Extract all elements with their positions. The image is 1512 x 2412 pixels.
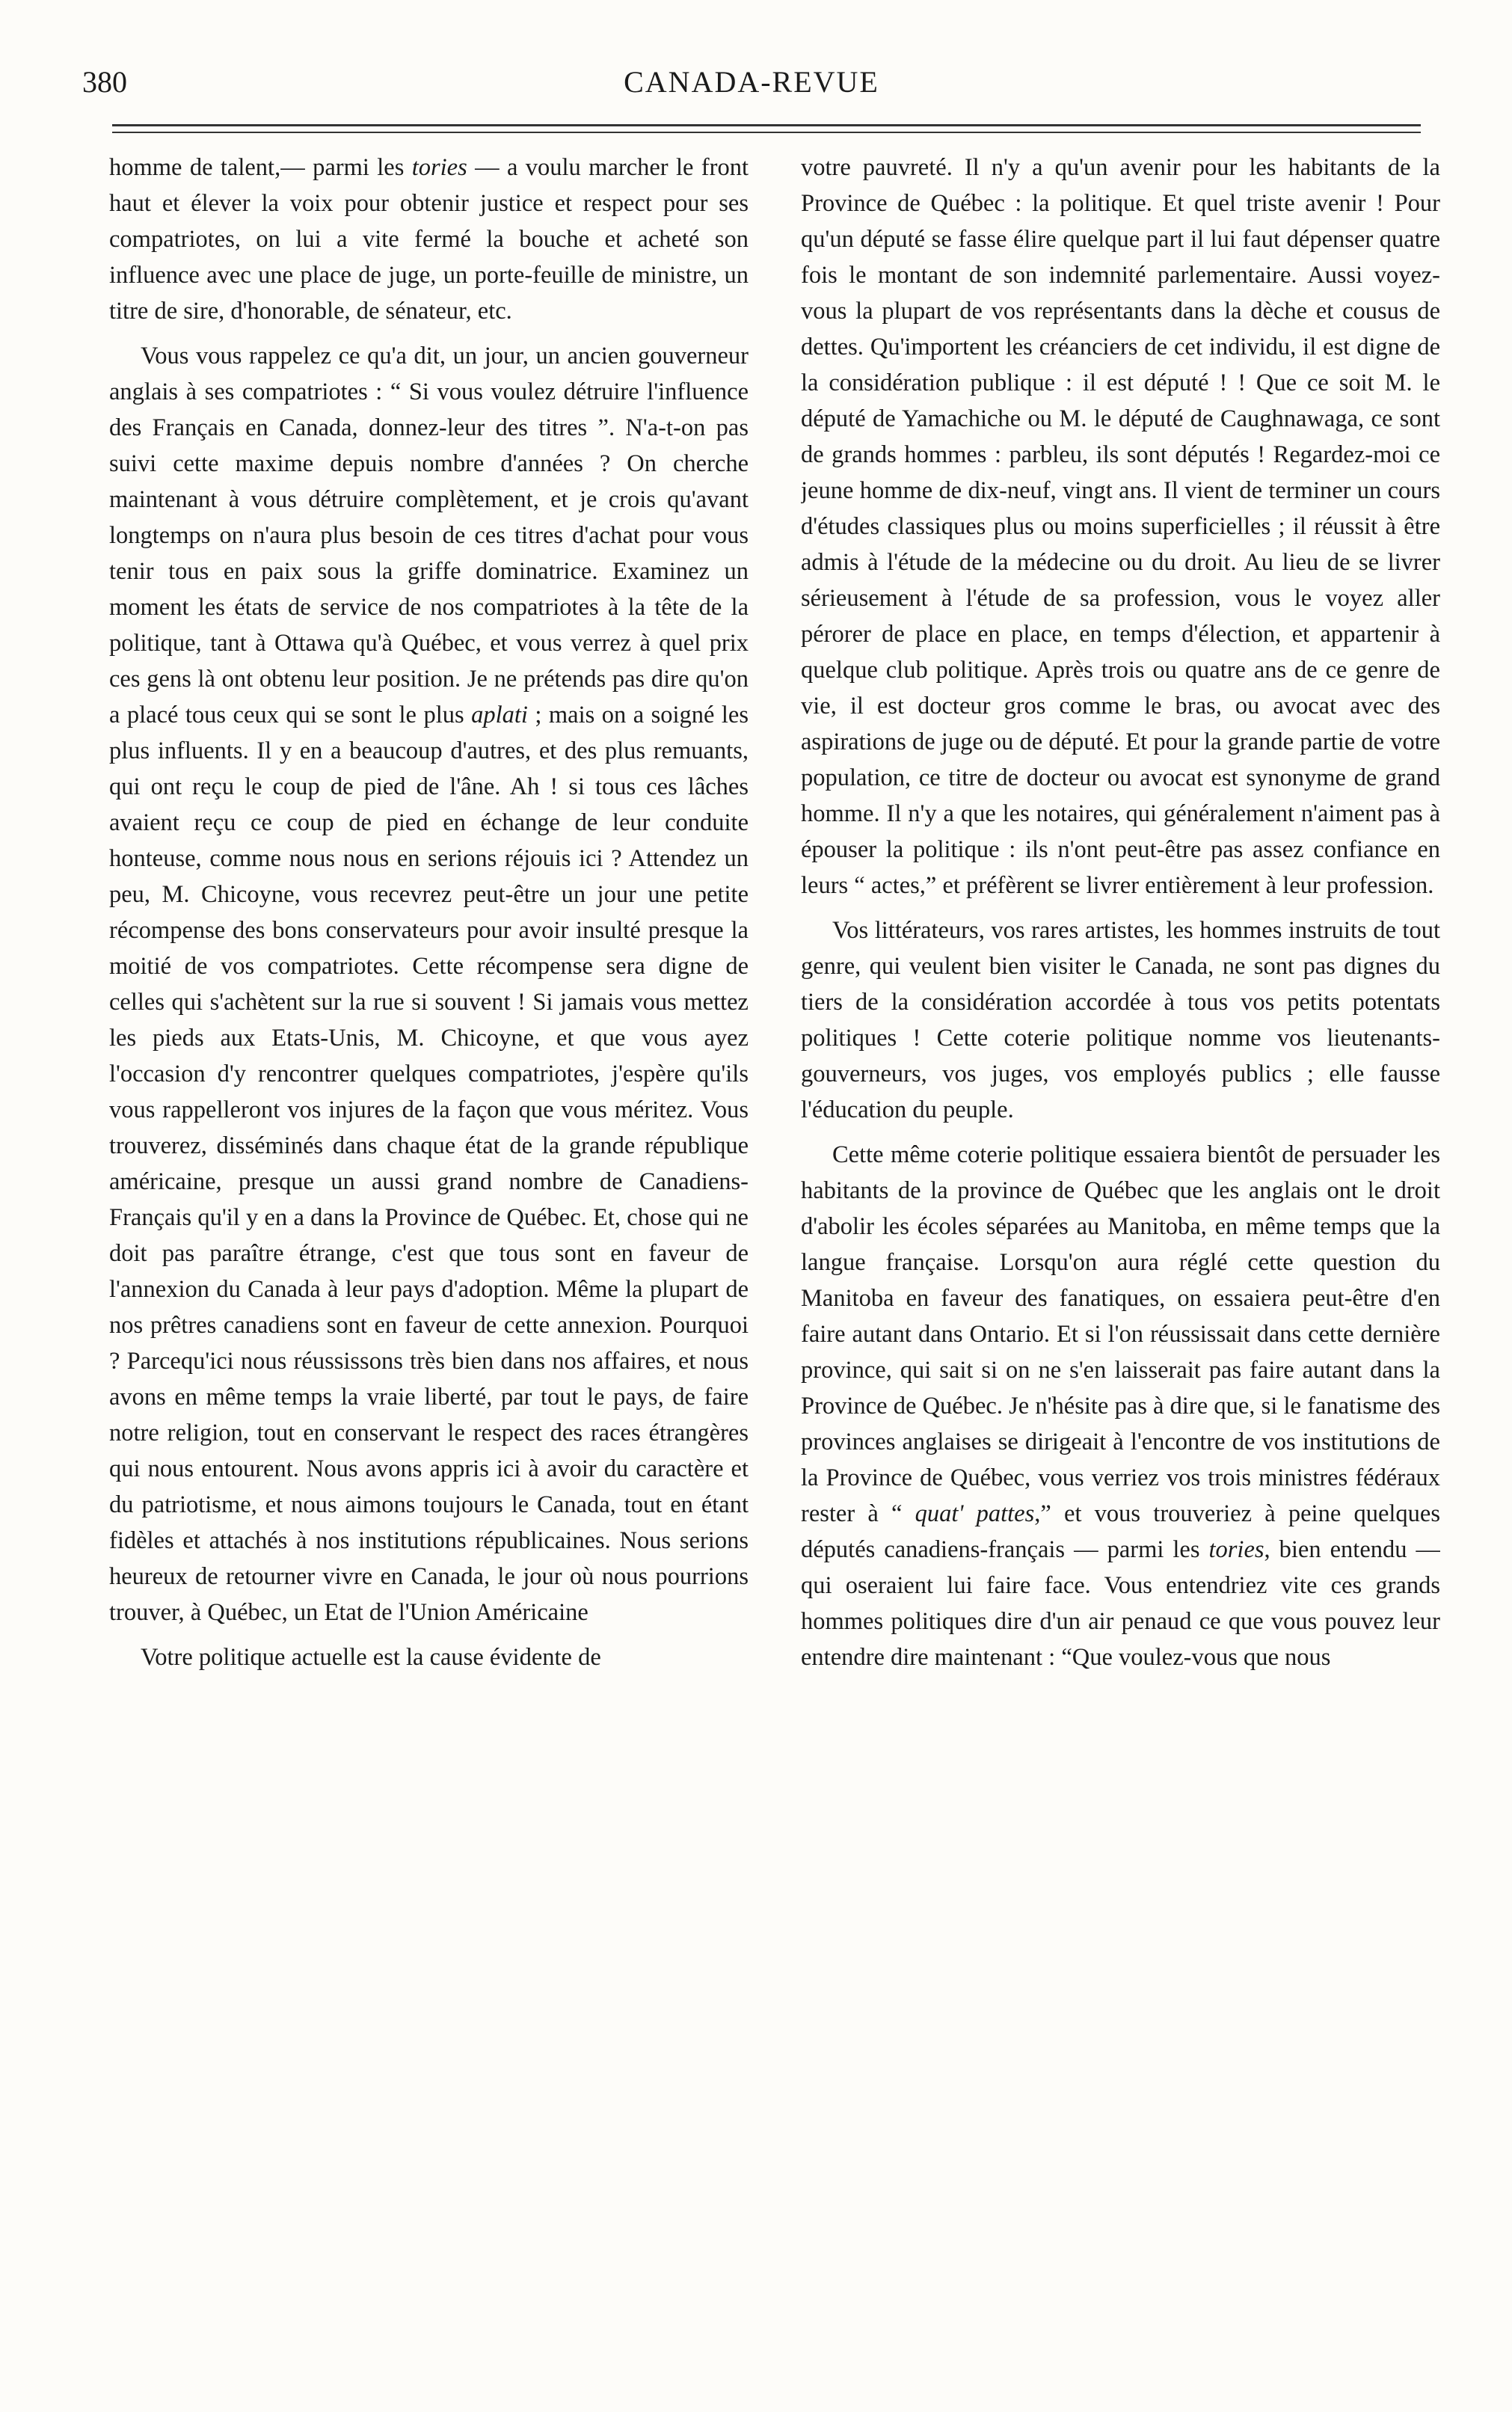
left-column xyxy=(109,150,749,2378)
text-run: ; mais on a soigné les plus influents. Il y en a beaucoup d'autres, et des plus remuants, qui ont reçu le coup de pied de l'âne. Ah ! si tous ces lâches avaient reçu ce coup de pied en échange de leur conduite honteuse, comme nous nous en serions réjouis ici ? Attendez un peu, M. Chicoyne, vous recevrez peut-être un jour une petite récompense des bons conservateurs pour avoir insulté presque la moitié de vos compatriotes. Cette récompense sera digne de celles qui s'achètent sur la rue si souvent ! Si jamais vous mettez les pieds aux Etats-Unis, M. Chicoyne, et que vous ayez l'occasion d'y rencontrer quelques compatriotes, j'espère qu'ils vous rappelleront vos injures de la façon que vous méritez. Vous trouverez, disséminés dans chaque état de la grande république américaine, presque un aussi grand nombre de Canadiens-Français qu'il y en a dans la Province de Québec. Et, chose qui ne doit pas paraître étrange, c'est que tous sont en faveur de l'annexion du Canada à leur pays d'adoption. Même la plupart de nos prêtres canadiens sont en faveur de cette annexion. Pourquoi ? Parcequ'ici nous réussissons très bien dans nos affaires, et nous avons en même temps la vraie liberté, par tout le pays, de faire notre religion, tout en conservant le respect des races étrangères qui nous entourent. Nous avons appris ici à avoir du caractère et du patriotisme, et nous aimons toujours le Canada, tout en étant fidèles et attachés à nos institutions républicaines. Nous serions heureux de retourner vivre en Canada, le jour où nous pourrions trouver, à Québec, un Etat de l'Union Américaine xyxy=(109,702,749,1626)
header-rule xyxy=(112,124,1421,126)
running-title: CANADA-REVUE xyxy=(624,65,879,99)
page-number: 380 xyxy=(82,65,127,99)
italic-text: quat' pattes xyxy=(915,1500,1035,1527)
text-run: Cette même coterie politique essaiera bientôt de persuader les habitants de la province de Québec que les anglais ont le droit d'abolir les écoles séparées au Manitoba, en même temps que la langue française. Lorsqu'on aura réglé cette question du Manitoba en faveur des fanatiques, on essaiera peut-être d'en faire autant dans Ontario. Et si l'on réussissait dans cette dernière province, qui sait si on ne s'en laisserait pas faire autant dans la Province de Québec. Je n'hésite pas à dire que, si le fanatisme des provinces anglaises se dirigeait à l'encontre de vos institutions de la Province de Québec, vous verriez vos trois ministres fédéraux rester à “ xyxy=(801,1141,1440,1527)
italic-text: aplati xyxy=(471,702,528,728)
header-rule-secondary xyxy=(112,132,1421,133)
paragraph xyxy=(109,150,749,329)
paragraph: Vos littérateurs, vos rares artistes, les hommes instruits de tout genre, qui veulent bien visiter le Canada, ne sont pas dignes du tiers de la considération accordée à tous vos petits potentats politiques ! Cette coterie politique nomme vos lieutenants-gouverneurs, vos juges, vos employés publics ; elle fausse l'éducation du peuple. xyxy=(801,917,1440,1123)
italic-text: tories xyxy=(411,154,467,181)
right-column xyxy=(801,150,1440,2378)
paragraph: Votre politique actuelle est la cause évidente de xyxy=(141,1644,601,1671)
paragraph: votre pauvreté. Il n'y a qu'un avenir pour les habitants de la Province de Québec : la politique. Et quel triste avenir ! Pour qu'un député se fasse élire quelque part il lui faut dépenser quatre fois le montant de son indemnité parlementaire. Aussi voyez-vous la plupart de vos représentants dans la dèche et cousus de dettes. Qu'importent les créanciers de cet individu, il est digne de la considération publique : il est député ! ! Que ce soit M. le député de Yamachiche ou M. le député de Caughnawaga, ce sont de grands hommes : parbleu, ils sont députés ! Regardez-moi ce jeune homme de dix-neuf, vingt ans. Il vient de terminer un cours d'études classiques plus ou moins superficielles ; il réussit à être admis à l'étude de la médecine ou du droit. Au lieu de se livrer sérieusement à l'étude de sa profession, vous le voyez aller pérorer de place en place, en temps d'élection, et appartenir à quelque club politique. Après trois ou quatre ans de ce genre de vie, il est docteur gros comme le bras, ou avocat avec des aspirations de juge ou de député. Et pour la grande partie de votre population, ce titre de docteur ou avocat est synonyme de grand homme. Il n'y a que les notaires, qui généralement n'aiment pas à épouser la politique : ils n'ont peut-être pas assez confiance en leurs “ actes,” et préfèrent se livrer entièrement à leur profession. xyxy=(801,154,1440,899)
text-run: ,” et vous trouveriez à peine quelques députés canadiens-français — parmi les xyxy=(801,1500,1440,1563)
article-body xyxy=(109,150,1440,2378)
paragraph xyxy=(109,338,749,1630)
text-run: — a voulu marcher le front haut et élever la voix pour obtenir justice et respect pour ses compatriotes, on lui a vite fermé la bouche et acheté son influence avec une place de juge, un porte-feuille de ministre, un titre de sire, d'honorable, de sénateur, etc. xyxy=(109,154,749,325)
paragraph xyxy=(801,1137,1440,1675)
text-run: , bien entendu — qui oseraient lui faire face. Vous entendriez vite ces grands hommes politiques dire d'un air penaud ce que vous pouvez leur entendre dire maintenant : “Que voulez-vous que nous xyxy=(801,1536,1440,1671)
text-run: Vous vous rappelez ce qu'a dit, un jour, un ancien gouverneur anglais à ses compatriotes : “ Si vous voulez détruire l'influence des Français en Canada, donnez-leur des titres ”. N'a-t-on pas suivi cette maxime depuis nombre d'années ? On cherche maintenant à vous détruire complètement, et je crois qu'avant longtemps on n'aura plus besoin de ces titres d'achat pour vous tenir tous en paix sous la griffe dominatrice. Examinez un moment les états de service de nos compatriotes à la tête de la politique, tant à Ottawa qu'à Québec, et vous verrez à quel prix ces gens là ont obtenu leur position. Je ne prétends pas dire qu'on a placé tous ceux qui se sont le plus xyxy=(109,343,749,728)
page-header xyxy=(82,64,1421,112)
text-run: homme de talent,— parmi les xyxy=(109,154,412,181)
italic-text: tories xyxy=(1208,1536,1264,1563)
